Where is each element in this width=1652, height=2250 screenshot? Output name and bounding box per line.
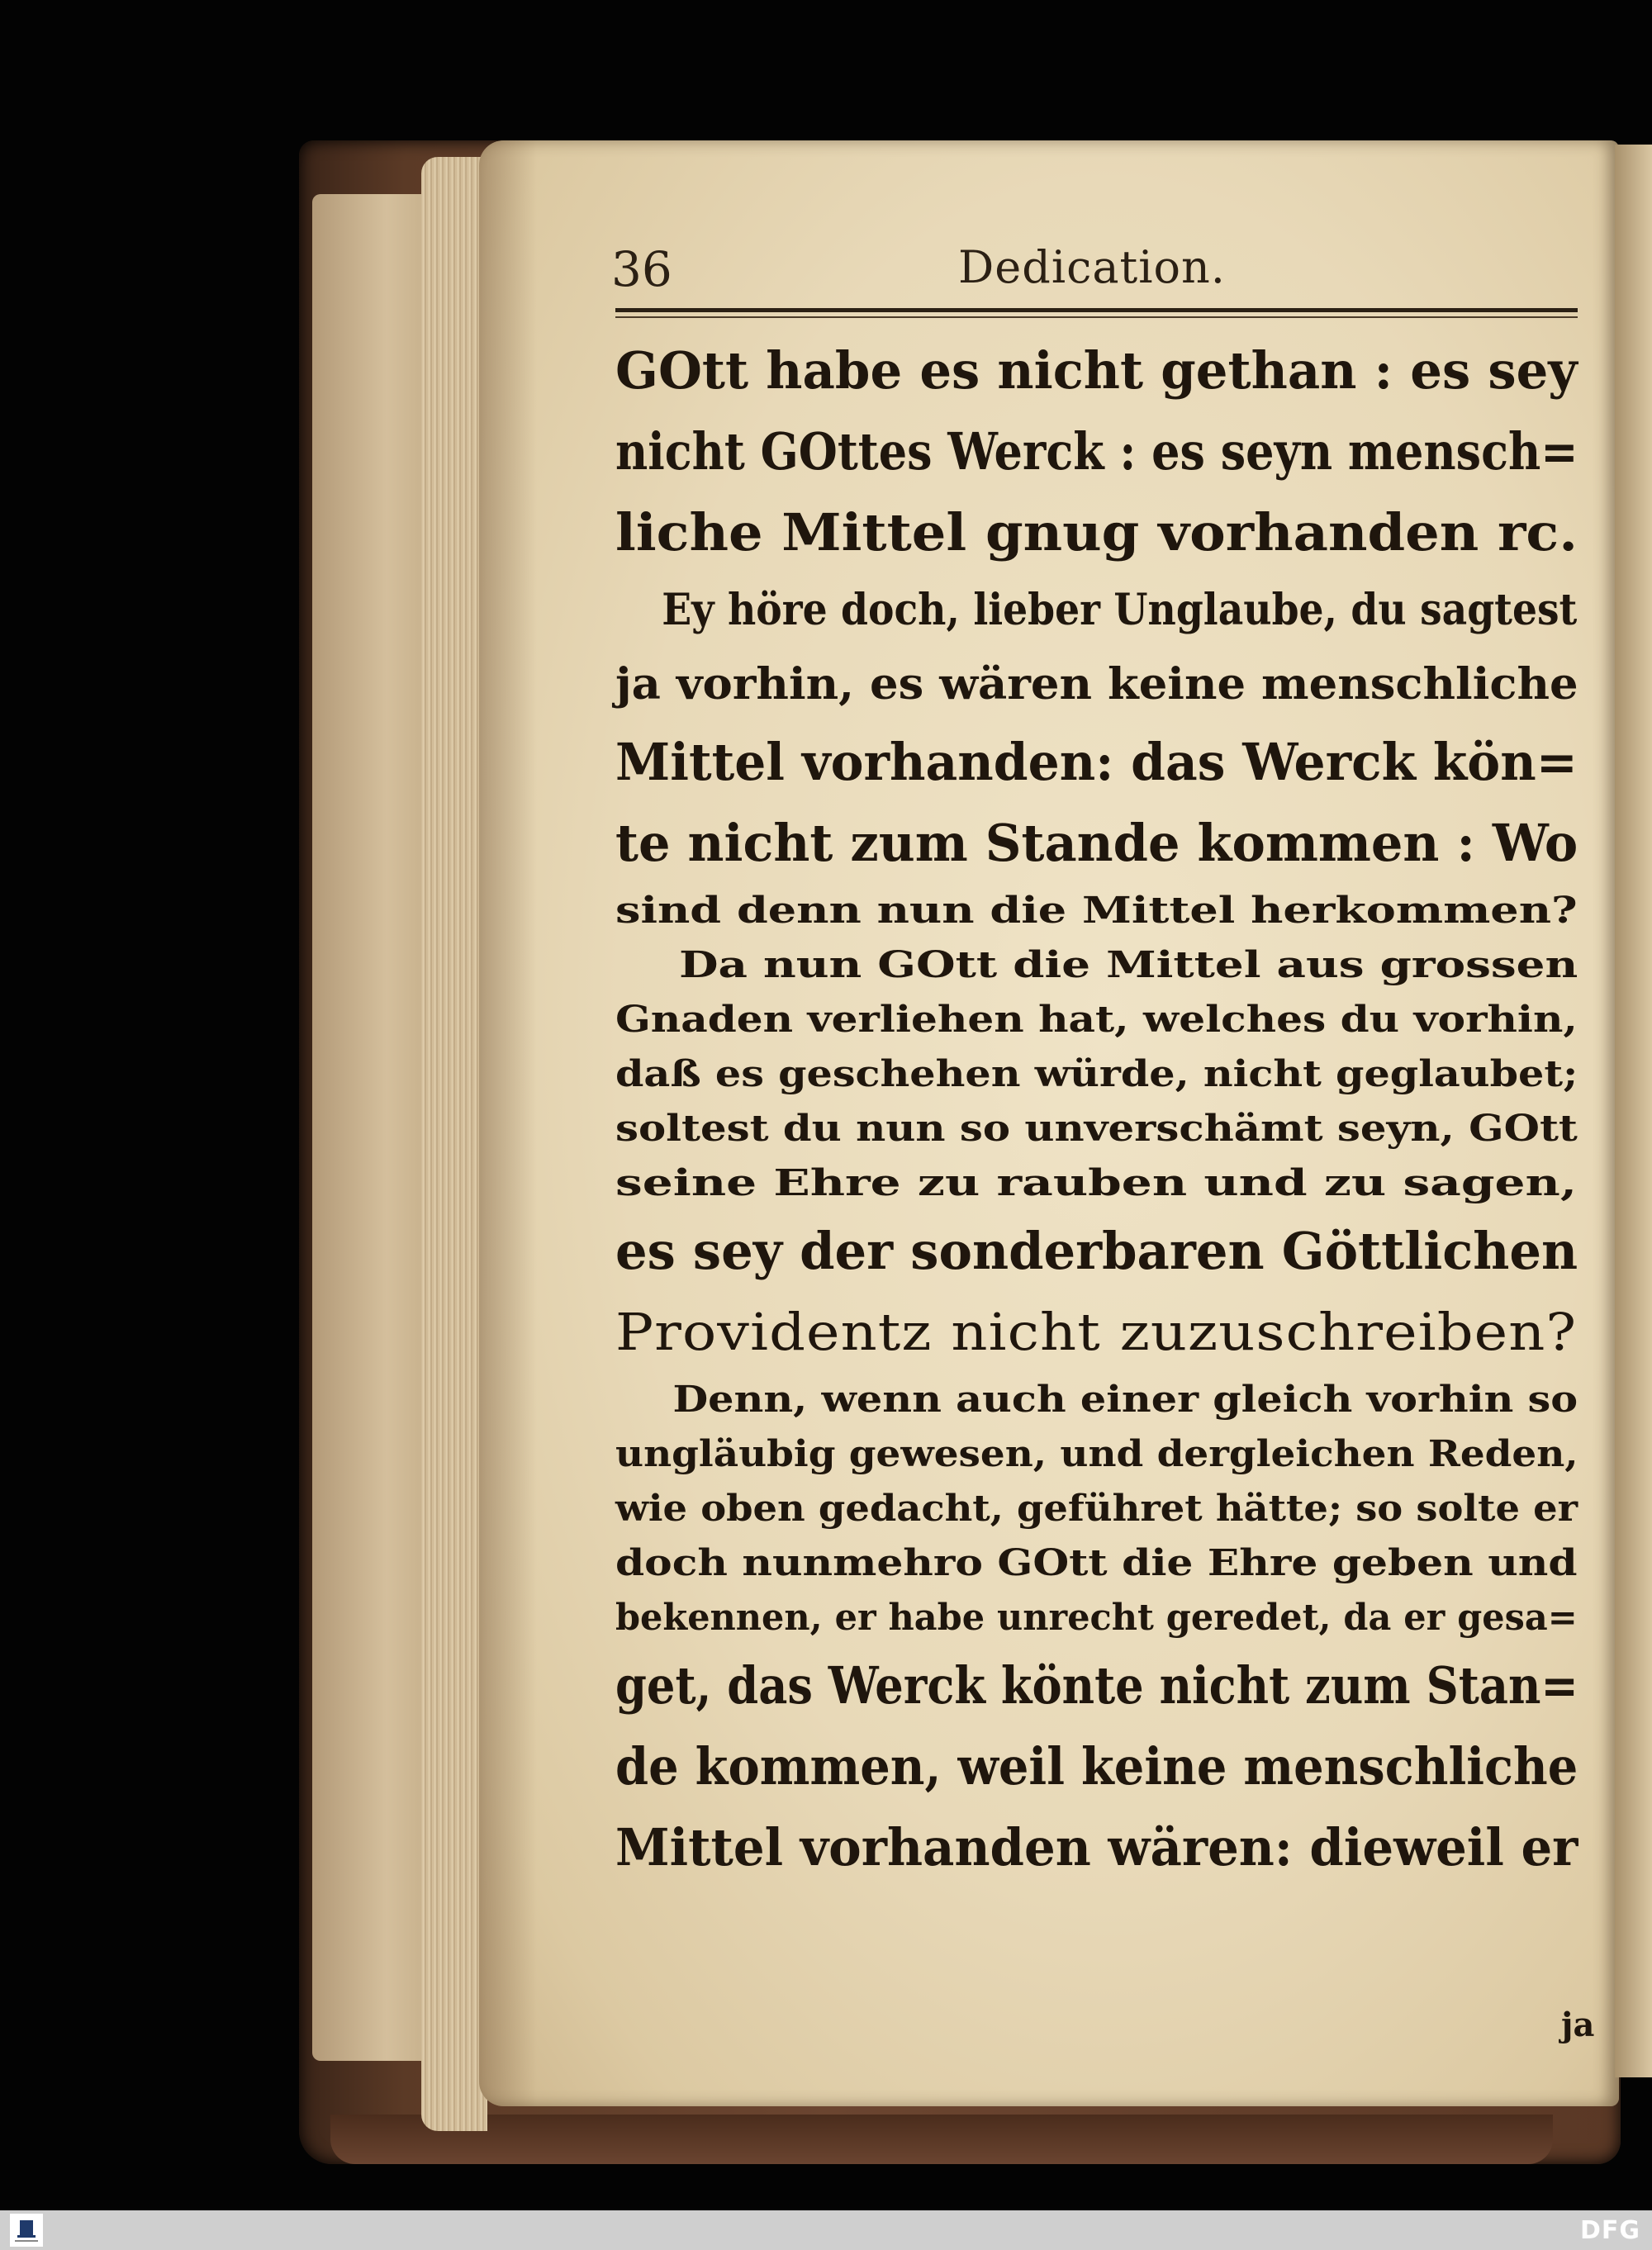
header-rule	[615, 308, 1578, 312]
text-line: daß es geschehen würde, nicht geglaubet;	[615, 1053, 1578, 1095]
text-line: ja vorhin, es wären keine menschliche	[615, 659, 1578, 710]
running-head	[611, 241, 1586, 307]
text-line: Providentz nicht zuzuschreiben?	[615, 1302, 1578, 1362]
text-line: seine Ehre zu rauben und zu sagen,	[615, 1162, 1578, 1204]
text-line: sind denn nun die Mittel herkommen?	[615, 890, 1578, 932]
page-stack-edges	[421, 157, 487, 2131]
text-line: Gnaden verliehen hat, welches du vorhin,	[615, 999, 1578, 1041]
header-rule-thin	[615, 316, 1578, 318]
text-line: wie oben gedacht, geführet hätte; so solte er	[615, 1488, 1578, 1530]
text-line: GOtt habe es nicht gethan : es sey	[615, 340, 1578, 401]
text-line: liche Mittel gnug vorhanden rc.	[615, 502, 1578, 562]
running-title: Dedication.	[958, 241, 1226, 293]
text-line: Denn, wenn auch einer gleich vorhin so	[672, 1379, 1578, 1421]
viewer-footer-bar	[0, 2210, 1652, 2250]
text-line: te nicht zum Stande kommen : Wo	[615, 813, 1578, 873]
dfg-logo: DFG	[1579, 2216, 1640, 2245]
text-line: Mittel vorhanden: das Werck kön=	[615, 732, 1578, 792]
body-text	[615, 330, 1590, 1888]
text-line: de kommen, weil keine menschliche	[615, 1736, 1578, 1797]
catchword: ja	[1561, 2006, 1595, 2044]
left-page-edge	[312, 194, 436, 2061]
text-line: nicht GOttes Werck : es seyn mensch=	[615, 421, 1578, 482]
page-gutter-shadow	[479, 140, 537, 2106]
text-line: bekennen, er habe unrecht geredet, da er gesa=	[615, 1597, 1578, 1639]
text-line: Ey höre doch, lieber Unglaube, du sagtest	[662, 585, 1578, 635]
page-number: 36	[611, 241, 672, 297]
library-logo-icon	[10, 2214, 43, 2247]
text-line: es sey der sonderbaren Göttlichen	[615, 1221, 1578, 1281]
text-line: get, das Werck könte nicht zum Stan=	[615, 1655, 1578, 1716]
text-line: ungläubig gewesen, und dergleichen Reden,	[615, 1433, 1578, 1475]
text-line: Mittel vorhanden wären: dieweil er	[615, 1817, 1578, 1877]
text-line: soltest du nun so unverschämt seyn, GOtt	[615, 1108, 1578, 1150]
book-cover-bottom-edge	[330, 2115, 1553, 2164]
text-line: Da nun GOtt die Mittel aus grossen	[679, 944, 1578, 986]
text-line: doch nunmehro GOtt die Ehre geben und	[615, 1542, 1578, 1584]
